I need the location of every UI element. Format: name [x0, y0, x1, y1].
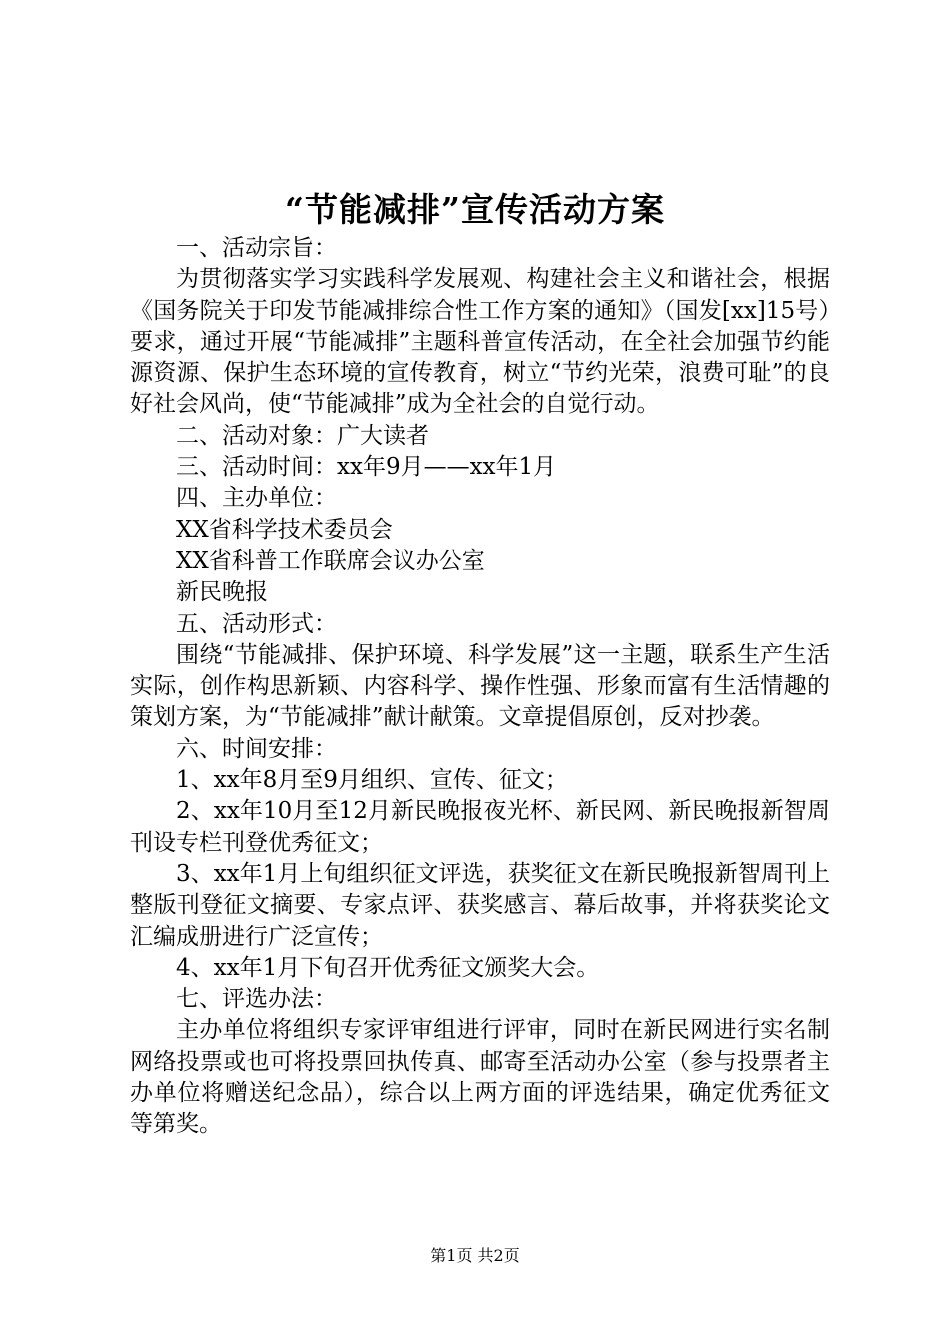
section-heading-format: 五、活动形式：: [176, 610, 337, 637]
section-heading-organizers: 四、主办单位：: [176, 485, 337, 512]
paragraph-format: 围绕“节能减排、保护环境、科学发展”这一主题，联系生产生活实际，创作构思新颖、内容科学、操作性强、形象而富有生活情趣的策划方案，为“节能减排”献计献策。文章提倡原创，反对抄袭。: [130, 641, 830, 731]
section-heading-schedule: 六、时间安排：: [176, 735, 337, 762]
organizer-item: XX省科学技术委员会: [176, 516, 393, 543]
section-heading-purpose: 一、活动宗旨：: [176, 235, 337, 261]
page-footer: 第1页 共2页: [430, 1246, 520, 1265]
paragraph-purpose: 为贯彻落实学习实践科学发展观、构建社会主义和谐社会，根据《国务院关于印发节能减排综合性工作方案的通知》（国发[xx]15号）要求，通过开展“节能减排”主题科普宣传活动，在全社会加强节约能源资源、保护生态环境的宣传教育，树立“节约光荣，浪费可耻”的良好社会风尚，使“节能减排”成为全社会的自觉行动。: [130, 266, 830, 418]
organizer-item: XX省科普工作联席会议办公室: [176, 547, 485, 574]
section-heading-evaluation: 七、评选办法：: [176, 986, 337, 1013]
schedule-item: 1、xx年8月至9月组织、宣传、征文；: [176, 767, 568, 794]
schedule-item: 3、xx年1月上旬组织征文评选，获奖征文在新民晚报新智周刊上整版刊登征文摘要、专家点评、获奖感言、幕后故事，并将获奖论文汇编成册进行广泛宣传；: [130, 860, 830, 950]
document-body: [130, 233, 830, 1141]
section-heading-audience: 二、活动对象：广大读者: [176, 422, 429, 449]
section-heading-time: 三、活动时间：xx年9月——xx年1月: [176, 454, 557, 481]
schedule-item: 2、xx年10月至12月新民晚报夜光杯、新民网、新民晚报新智周刊设专栏刊登优秀征文；: [130, 798, 830, 856]
document-title: “节能减排”宣传活动方案: [285, 190, 665, 229]
paragraph-evaluation: 主办单位将组织专家评审组进行评审，同时在新民网进行实名制网络投票或也可将投票回执传真、邮寄至活动办公室（参与投票者主办单位将赠送纪念品），综合以上两方面的评选结果，确定优秀征文等第奖。: [130, 1017, 830, 1138]
organizer-item: 新民晚报: [176, 579, 268, 606]
schedule-item: 4、xx年1月下旬召开优秀征文颁奖大会。: [176, 954, 600, 981]
